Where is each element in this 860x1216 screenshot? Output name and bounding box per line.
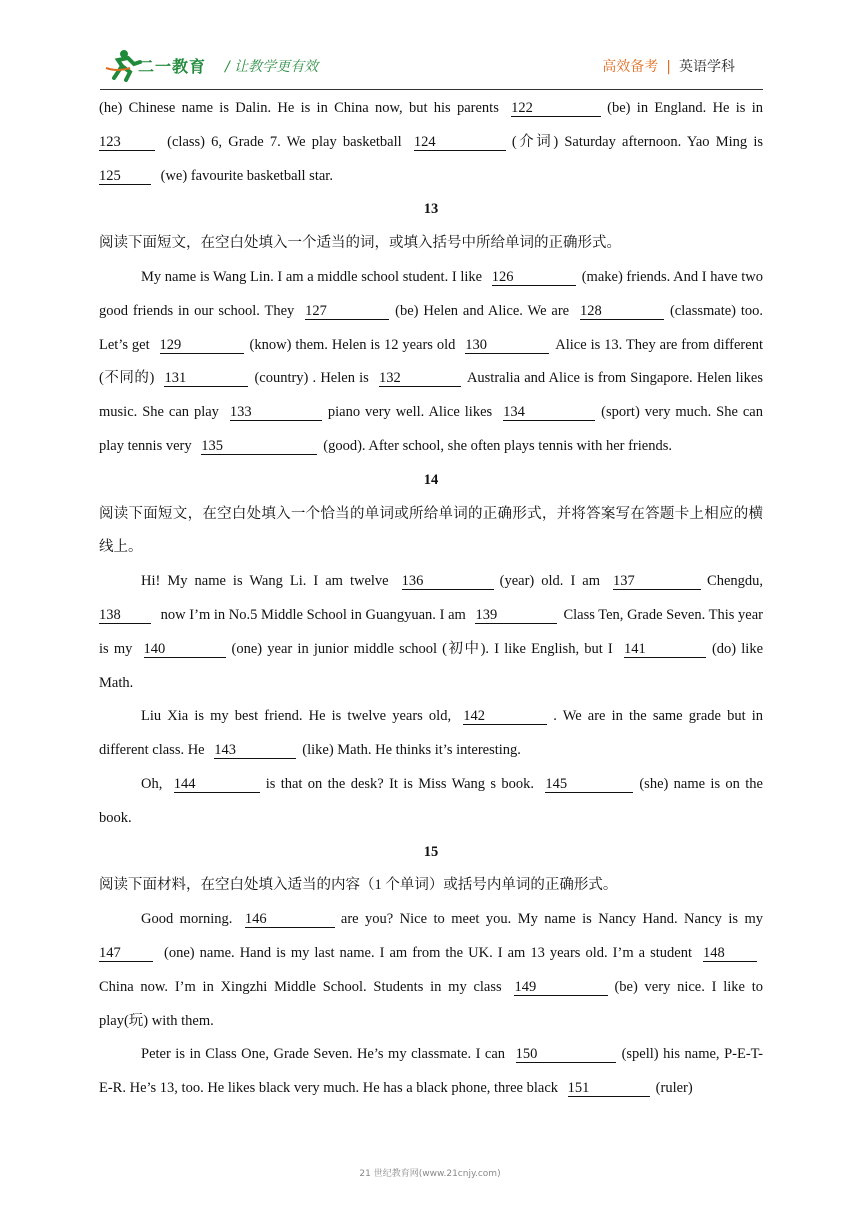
text: Class Ten, Grade Seven. This year is my: [99, 606, 763, 657]
answer-blank: 125: [99, 168, 151, 185]
header-rule: [100, 89, 763, 90]
paragraph: [99, 261, 763, 464]
text: (we) favourite basketball star.: [160, 167, 333, 184]
answer-blank: 147: [99, 945, 153, 962]
paragraph: [99, 1038, 763, 1106]
text: (sport) very much. She can play tennis very: [99, 404, 763, 454]
answer-blank: 133: [230, 404, 322, 421]
text: Liu Xia is my best friend. He is twelve years old,: [141, 708, 452, 725]
text: Chengdu,: [707, 573, 764, 590]
answer-blank: 148: [703, 945, 757, 962]
text: (介词) Saturday afternoon. Yao Ming is: [511, 133, 763, 150]
header-subject: 英语学科: [679, 59, 735, 75]
header-prep: 高效备考: [602, 59, 659, 75]
page-header: [100, 44, 763, 90]
answer-blank: 150: [516, 1046, 616, 1063]
text: Alice is 13. They are from different (不同的): [99, 336, 763, 387]
text: (one) year in junior middle school (初中). I like English, but I: [231, 640, 613, 657]
logo-text: 二一教育: [138, 57, 207, 76]
text: (class) 6, Grade 7. We play basketball: [167, 133, 402, 150]
instruction: 阅读下面短文，在空白处填入一个适当的词，或填入括号中所给单词的正确形式。: [99, 235, 621, 252]
question-number: 14: [423, 471, 439, 488]
header-separator: |: [666, 59, 671, 75]
paragraph: [99, 92, 763, 193]
answer-blank: 131: [164, 370, 248, 387]
text: now I’m in No.5 Middle School in Guangyuan. I am: [160, 606, 466, 623]
answer-blank: 144: [174, 776, 260, 793]
instruction: 阅读下面短文，在空白处填入一个恰当的单词或所给单词的正确形式，并将答案写在答题卡上相应的横线上。: [99, 505, 763, 556]
answer-blank: 123: [99, 134, 155, 151]
paragraph: [99, 768, 763, 836]
text: (classmate) too. Let’s get: [99, 302, 764, 353]
answer-blank: 143: [214, 742, 296, 759]
header-right: [602, 56, 735, 76]
answer-blank: 146: [245, 911, 335, 928]
answer-blank: 139: [475, 607, 557, 624]
worksheet-content: [99, 92, 763, 1106]
text: Good morning.: [141, 911, 233, 928]
answer-blank: 151: [568, 1080, 650, 1097]
answer-blank: 140: [144, 641, 226, 658]
text: My name is Wang Lin. I am a middle school student. I like: [141, 268, 483, 285]
text: . We are in the same grade but in different class. He: [99, 708, 763, 759]
answer-blank: 126: [492, 269, 576, 286]
text: (ruler): [655, 1080, 693, 1097]
question-number: 13: [423, 201, 439, 218]
answer-blank: 129: [160, 337, 244, 354]
answer-blank: 127: [305, 303, 389, 320]
text: Australia and Alice is from Singapore. Helen likes music. She can play: [99, 370, 763, 421]
answer-blank: 138: [99, 607, 151, 624]
question-number: 15: [423, 843, 439, 860]
text: (she) name is on the book.: [99, 775, 763, 826]
answer-blank: 132: [379, 370, 461, 387]
text: Hi! My name is Wang Li. I am twelve: [141, 573, 389, 590]
text: (be) in England. He is in: [607, 100, 764, 116]
text: (year) old. I am: [499, 573, 601, 590]
answer-blank: 128: [580, 303, 664, 320]
text: Peter is in Class One, Grade Seven. He’s my classmate. I can: [141, 1046, 506, 1063]
paragraph: [99, 565, 763, 700]
text: (one) name. Hand is my last name. I am from the UK. I am 13 years old. I’m a student: [164, 944, 692, 961]
text: (country) . Helen is: [254, 370, 369, 387]
answer-blank: 124: [414, 134, 506, 151]
text: (be) Helen and Alice. We are: [395, 302, 570, 319]
text: (good). After school, she often plays tennis with her friends.: [323, 437, 672, 454]
answer-blank: 149: [514, 979, 608, 996]
text: (know) them. Helen is 12 years old: [249, 336, 456, 353]
text: (spell) his name, P-E-T-E-R. He’s 13, too. He likes black very much. He has a black phone, three black: [99, 1046, 764, 1097]
answer-blank: 136: [402, 573, 494, 590]
text: (be) very nice. I like to play(玩) with them.: [99, 978, 764, 1029]
answer-blank: 135: [201, 438, 317, 455]
header-slogan: / 让教学更有效: [225, 59, 319, 75]
answer-blank: 137: [613, 573, 701, 590]
text: is that on the desk? It is Miss Wang s book.: [265, 775, 534, 792]
text: (make) friends. And I have two good friends in our school. They: [99, 268, 763, 319]
paragraph: [99, 700, 763, 768]
text: piano very well. Alice likes: [327, 404, 493, 421]
text: are you? Nice to meet you. My name is Nancy Hand. Nancy is my: [340, 911, 763, 928]
text: Oh,: [141, 775, 163, 792]
instruction: 阅读下面材料，在空白处填入适当的内容（1 个单词）或括号内单词的正确形式。: [99, 877, 618, 894]
answer-blank: 130: [465, 337, 549, 354]
page-footer: 21 世纪教育网(www.21cnjy.com): [359, 1169, 501, 1179]
answer-blank: 141: [624, 641, 706, 658]
text: China now. I’m in Xingzhi Middle School. Students in my class: [99, 978, 502, 995]
paragraph: [99, 903, 763, 1038]
text: (like) Math. He thinks it’s interesting.: [302, 742, 521, 759]
answer-blank: 134: [503, 404, 595, 421]
text: (he) Chinese name is Dalin. He is in China now, but his parents: [99, 100, 499, 116]
text: (do) like Math.: [99, 640, 764, 691]
answer-blank: 122: [511, 100, 601, 117]
answer-blank: 145: [545, 776, 633, 793]
answer-blank: 142: [463, 708, 547, 725]
